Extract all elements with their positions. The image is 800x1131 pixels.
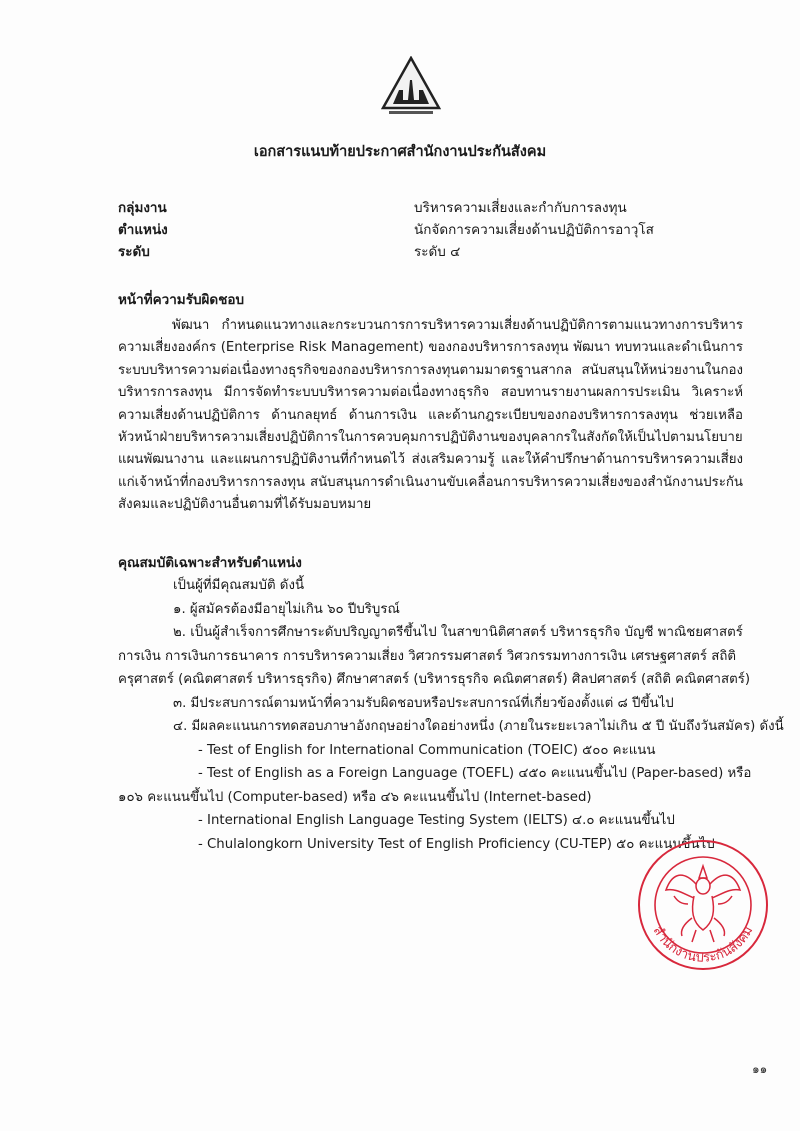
document-title: เอกสารแนบท้ายประกาศสำนักงานประกันสังคม [253,144,547,160]
meta-row-position [118,218,738,240]
meta-value: นักจัดการความเสี่ยงด้านปฏิบัติการอาวุโส [414,222,654,238]
meta-value: บริหารความเสี่ยงและกำกับการลงทุน [414,200,627,216]
qualifications-list [118,574,784,856]
test-item-cont: ๑๐๖ คะแนนขึ้นไป (Computer-based) หรือ ๔๖ คะแนนขึ้นไป (Internet-based) [118,789,592,805]
test-item: - Test of English for International Communication (TOEIC) ๕๐๐ คะแนน [198,742,656,758]
meta-row-level [118,240,738,262]
meta-label: ระดับ [118,244,150,260]
meta-label: กลุ่มงาน [118,200,167,216]
qualification-item-cont: การเงิน การเงินการธนาคาร การบริหารความเสี่ยง วิศวกรรมศาสตร์ วิศวกรรมทางการเงิน เศรษฐศาสตร์ สถิติ [118,648,737,664]
qualification-item: ๒. เป็นผู้สำเร็จการศึกษาระดับปริญญาตรีขึ้นไป ในสาขานิติศาสตร์ บริหารธุรกิจ บัญชี พาณิชยศาสตร์ [173,625,743,640]
meta-label: ตำแหน่ง [118,222,168,238]
position-meta [118,196,738,262]
test-item: - Test of English as a Foreign Language (TOEFL) ๔๕๐ คะแนนขึ้นไป (Paper-based) หรือ [198,766,752,781]
qualification-item: ๔. มีผลคะแนนการทดสอบภาษาอังกฤษอย่างใดอย่างหนึ่ง (ภายในระยะเวลาไม่เกิน ๕ ปี นับถึงวันสมัคร) ดังนี้ [173,719,784,734]
responsibilities-text: พัฒนา กำหนดแนวทางและกระบวนการการบริหารความเสี่ยงด้านปฏิบัติการตามแนวทางการบริหารความเสี่ยงองค์กร (Enterprise Risk Management) ของกองบริหารการลงทุน พัฒนา ทบทวนและดำเนินการระบบบริหารความต่อเนื่องทางธุรกิจของกองบริหารการลงทุนตามมาตรฐานสากล สนับสนุนให้หน่วยงานในกองบริหารการลงทุน มีการจัดทำระบบบริหารความต่อเนื่องทางธุรกิจ สอบทานรายงานผลการประเมิน วิเคราะห์ความเสี่ยงด้านปฏิบัติการ ด้านกลยุทธ์ ด้านการเงิน และด้านกฎระเบียบของกองบริหารการลงทุน ช่วยเหลือหัวหน้าฝ่ายบริหารความเสี่ยงปฏิบัติการในการควบคุมการปฏิบัติงานของบุคลากรในสังกัดให้เป็นไปตามนโยบายแผนพัฒนางาน และแผนการปฏิบัติงานที่กำหนดไว้ ส่งเสริมความรู้ และให้คำปรึกษาด้านการบริหารความเสี่ยงแก่เจ้าหน้าที่กองบริหารการลงทุน สนับสนุนการดำเนินงานขับเคลื่อนการบริหารความเสี่ยงของสำนักงานประกันสังคมและปฏิบัติงานอื่นตามที่ได้รับมอบหมาย [118,318,743,513]
sso-triangle-logo-icon [381,56,441,118]
qualifications-intro: เป็นผู้ที่มีคุณสมบัติ ดังนี้ [173,578,305,593]
responsibilities-heading: หน้าที่ความรับผิดชอบ [118,292,245,308]
qualification-item: ๑. ผู้สมัครต้องมีอายุไม่เกิน ๖๐ ปีบริบูรณ์ [173,601,400,617]
qualifications-heading: คุณสมบัติเฉพาะสำหรับตำแหน่ง [118,555,302,571]
test-item: - Chulalongkorn University Test of English Proficiency (CU-TEP) ๕๐ คะแนนขึ้นไป [198,836,715,852]
qualification-item: ๓. มีประสบการณ์ตามหน้าที่ความรับผิดชอบหรือประสบการณ์ที่เกี่ยวข้องตั้งแต่ ๘ ปีขึ้นไป [173,695,674,711]
seal-text: สำนักงานประกันสังคม [649,923,757,966]
meta-row-group [118,196,738,218]
test-item: - International English Language Testing System (IELTS) ๔.๐ คะแนนขึ้นไป [198,813,675,828]
meta-value: ระดับ ๔ [414,244,461,260]
qualification-item-cont: ครุศาสตร์ (คณิตศาสตร์ บริหารธุรกิจ) ศึกษาศาสตร์ (บริหารธุรกิจ คณิตศาสตร์) ศิลปศาสตร์ (สถิติ คณิตศาสตร์) [118,672,751,687]
page-number: ๑๑ [752,1062,768,1076]
garuda-seal-icon [636,838,770,972]
